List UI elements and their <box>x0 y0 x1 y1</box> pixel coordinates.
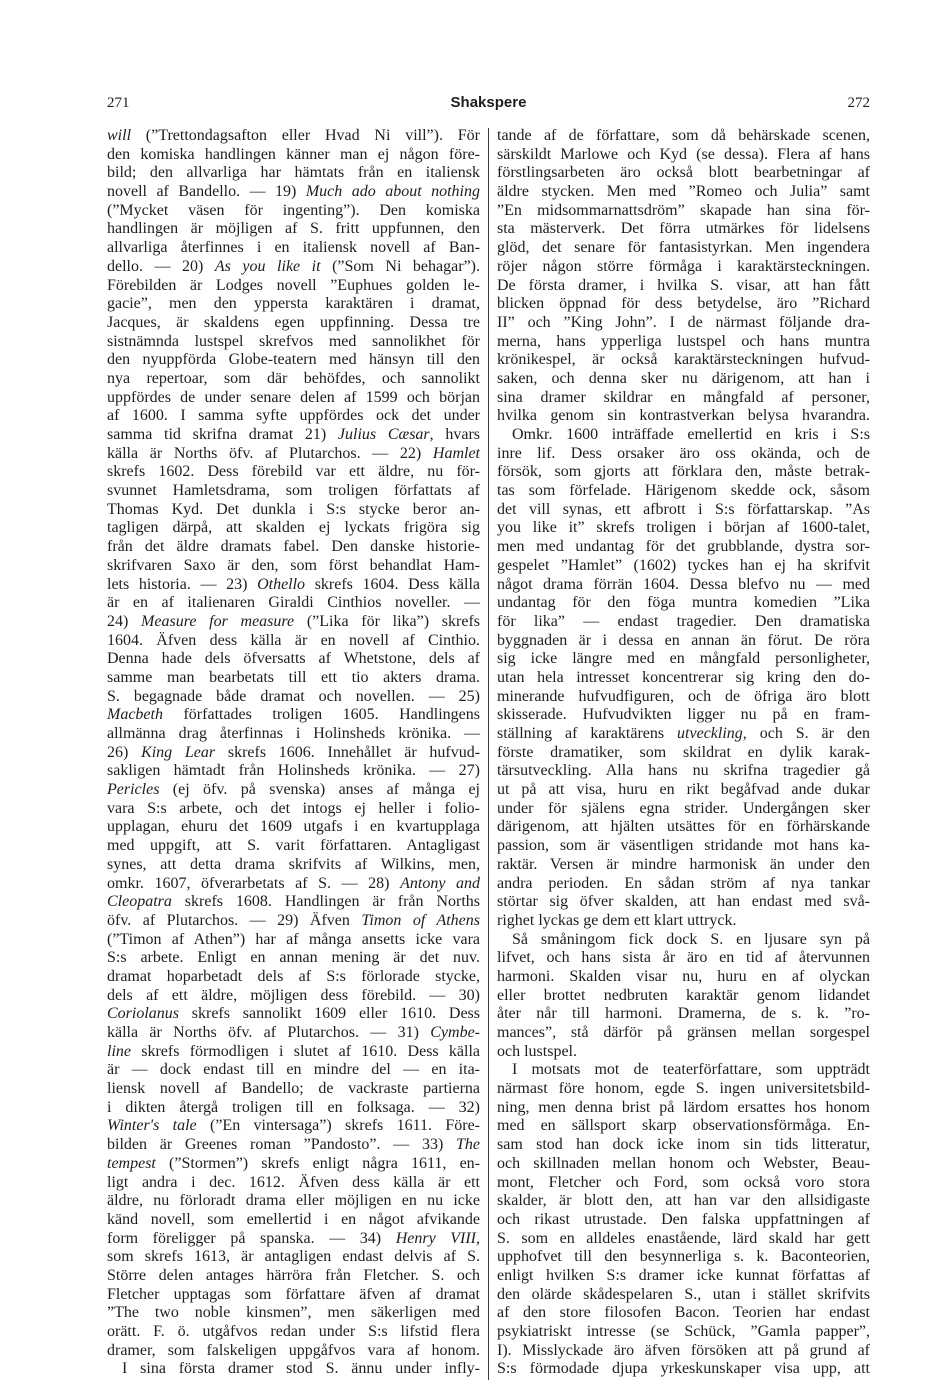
text-line: upphofvet till den besynnerliga s. k. Baconteorien, <box>497 1248 870 1266</box>
text-line: merna, hans ypperliga lustspel och hans muntra <box>497 332 870 350</box>
text-line: förstlingsarbeten äro också blott bearbetningar af <box>497 164 870 182</box>
paragraph <box>107 127 480 1360</box>
text-line <box>107 1136 480 1155</box>
paragraph <box>497 1061 870 1379</box>
text-line: det vill synas, ett afbrott i S:s författarskap. ”As <box>497 500 870 518</box>
text-line <box>107 445 480 464</box>
text-segment: (”Som Ni behagar”). <box>320 257 480 275</box>
text-segment: (”Stormen”) skrefs enligt några 1611, en- <box>155 1154 480 1172</box>
text-line: minerande hufvudfiguren, och de öfriga äro blott <box>497 687 870 705</box>
text-line: och rikast utrustade. Den falska uppfattningen af <box>497 1210 870 1228</box>
text-line: är en af italienaren Giraldi Cinthios noveller. — <box>107 594 480 612</box>
italic-title: Hamlet <box>432 444 480 462</box>
text-line: med uppgift, att S. varit författaren. Antagligast <box>107 837 480 855</box>
text-segment: , och S. är den <box>742 725 871 742</box>
text-line: som skrefs 1613, är antagligen endast delvis af S. <box>107 1248 480 1266</box>
text-line: you like it” skrefs troligen i början af 1600-talet, <box>497 519 870 537</box>
italic-title: utveckling <box>677 725 743 742</box>
text-segment: öfv. af Plutarchos. — 29) Äfven <box>107 911 362 929</box>
text-segment: dello. — 20) <box>107 257 215 275</box>
text-line: bild; den allvarliga har hämtats från en italiensk <box>107 164 480 182</box>
text-line: S:s förmodade djupa yrkeskunskaper visa upp, att <box>497 1360 870 1378</box>
text-line: passion, som är väsentligen stridande mot hans ka- <box>497 837 870 855</box>
text-line: allmänna drag återfinnas i Holinsheds krönika. — <box>107 725 480 742</box>
text-line: därigenom, att hjälten utsättes för en förhärskande <box>497 818 870 836</box>
text-segment: (”Trettondagsafton eller Hvad Ni vill”). För <box>131 127 480 144</box>
text-line: harmoni. Skalden visar nu, huru en af olyckan <box>497 967 870 985</box>
text-line: röjer någon större förmåga i karaktärsteckningen. <box>497 257 870 275</box>
text-line: åter når till harmoni. Dramerna, de s. k. ”ro- <box>497 1005 870 1023</box>
page-number-right: 272 <box>847 95 870 111</box>
text-line: blicken öppnad för dess betydelse, äro ”Richard <box>497 295 870 313</box>
text-line: vara S:s arbete, och det intogs ej heller i folio- <box>107 799 480 817</box>
text-line: tas som förfelade. Härigenom skedde ock, såsom <box>497 482 870 500</box>
text-line <box>107 1230 480 1249</box>
text-line: skalder, är blott den, att han var den allsidigaste <box>497 1192 870 1210</box>
text-line: under för själens egna strider. Undergången sker <box>497 799 870 817</box>
italic-title: will <box>107 127 132 144</box>
text-line <box>107 893 480 912</box>
text-segment: skrefs 1604. Dess källa <box>305 575 480 593</box>
text-line <box>107 706 480 725</box>
running-header <box>107 93 870 113</box>
text-line: hvilka genom sin kontrastverkan belysa hvarandra. <box>497 407 870 425</box>
text-line: handlingen är möjligen af S. fritt uppfunnen, den <box>107 220 480 238</box>
text-line: ning, men denna brist på lärdom ersattes hos honom <box>497 1098 870 1116</box>
text-segment: , hvars <box>429 426 481 443</box>
text-line: Större delen antages härröra från Fletcher. S. och <box>107 1266 480 1284</box>
text-line: allvarliga återfinnes i en italiensk novell af Ban- <box>107 239 480 257</box>
italic-title: The <box>456 1136 480 1154</box>
text-line: med en sällsport skarp observationsförmåga. En- <box>497 1117 870 1135</box>
text-line: byggnaden är i dessa en annan än förut. De röra <box>497 631 870 649</box>
text-line: är — dock endast till en mindre del — en ita- <box>107 1061 480 1079</box>
text-line <box>107 1043 480 1062</box>
text-segment: samma tid skrifna dramat 21) <box>107 426 338 443</box>
text-line: krönikespel, är också karaktärsteckningen hufvud- <box>497 351 870 369</box>
text-line: andra perioden. En sådan ström af nya tankar <box>497 874 870 892</box>
italic-title: Macbeth <box>107 706 163 724</box>
text-line: Thomas Kyd. Det dunkla i S:s stycke beror an- <box>107 500 480 518</box>
paragraph <box>497 127 870 426</box>
italic-title: Pericles <box>107 781 160 799</box>
text-segment: källa är Norths öfv. af Plutarchos. — 22) <box>107 444 433 462</box>
italic-title: Cymbe- <box>430 1024 480 1041</box>
text-line: synes, att detta drama skrifvits af Wilkins, men, <box>107 855 480 873</box>
italic-title: Coriolanus <box>107 1005 180 1023</box>
text-segment: 26) <box>107 743 142 761</box>
text-line: upplagan, ehuru det 1609 utgafs i en kvartupplaga <box>107 818 480 836</box>
text-line: S. begagnade både dramat och novellen. — 25) <box>107 687 480 705</box>
text-line: äldre stycken. Men med ”Romeo och Julia” samt <box>497 183 870 201</box>
text-segment: (”En vintersaga”) skrefs 1611. Före- <box>196 1117 481 1135</box>
text-line: dramer, som falskeligen uppgåfvos vara af honom. <box>107 1341 480 1359</box>
text-line: särskildt Marlowe och Kyd (se dessa). Flera af hans <box>497 145 870 163</box>
text-line: I motsats mot de teaterförfattare, som uppträdt <box>512 1061 870 1079</box>
text-line <box>107 744 480 763</box>
text-line <box>107 613 480 632</box>
text-line <box>107 1155 480 1174</box>
text-line: i dikten återgå troligen till en folksaga. — 32) <box>107 1098 480 1116</box>
text-line: sakligen hämtadt från Holinsheds krönika. — 27) <box>107 762 480 780</box>
text-segment: skrefs 1606. Innehållet är hufvud- <box>215 743 481 761</box>
text-line: saken, och denna sker nu därigenom, att han i <box>497 369 870 387</box>
text-line: dels af ett äldre, möjligen dess förebild. — 30) <box>107 986 480 1004</box>
italic-title: As you like it <box>214 257 321 275</box>
text-line <box>107 1117 480 1136</box>
text-line: något drama förrän 1604. Dessa blefvo nu — med <box>497 575 870 593</box>
text-line: sig icke längre med en mångfald personligheter, <box>497 650 870 668</box>
text-line: men med undantag för det grubblande, dystra sor- <box>497 538 870 556</box>
header-title: Shakspere <box>450 94 527 111</box>
text-line: skrifvaren Saxo är den, som först behandlat Ham- <box>107 556 480 574</box>
text-line: svunnet Hamletsdrama, som troligen författats af <box>107 482 480 500</box>
text-line: tagligen därpå, att skalden ej lyckats frigöra sig <box>107 519 480 537</box>
text-line <box>107 1005 480 1024</box>
text-line: mances”, stå därför på gränsen mellan sorgespel <box>497 1024 870 1041</box>
text-line: sta mästerverk. Det förra utmärkes för lidelsens <box>497 220 870 238</box>
text-segment: skrefs förmodligen i slutet af 1610. Dess källa <box>131 1042 480 1060</box>
text-line: I). Misslyckade äro äfven försöken att på grund af <box>497 1341 870 1359</box>
paragraph <box>497 426 870 931</box>
italic-title: King Lear <box>141 743 216 761</box>
text-line: eller brottet nedbruten karaktär genom lidandet <box>497 986 870 1004</box>
text-line: gespelet ”Hamlet” (1602) tyckes han ej ha skrifvit <box>497 556 870 574</box>
italic-title: Othello <box>257 575 306 593</box>
text-line: samme man bearbetats till ett tio akters drama. <box>107 668 480 686</box>
text-line: den olärde skådespelaren S., utan i stället skrifvits <box>497 1285 870 1303</box>
text-line: känd novell, som emellertid i en något afvikande <box>107 1210 480 1228</box>
text-line <box>107 781 480 800</box>
text-segment: novell af Bandello. — 19) <box>107 183 306 201</box>
text-line: tande af de författare, som då behärskade scenen, <box>497 127 870 144</box>
text-line: skrefs 1602. Dess förebild var ett äldre, nu för- <box>107 463 480 481</box>
text-line: närmast före honom, egde S. ingen universitetsbild- <box>497 1080 870 1098</box>
text-line: den komiska handlingen känner man ej någon före- <box>107 145 480 163</box>
page-number-left: 271 <box>107 95 130 111</box>
text-line: Så småningom fick dock S. en ljusare syn på <box>512 930 870 948</box>
italic-title: Julius Cæsar <box>337 426 430 443</box>
text-segment: form föreligger på spanska. — 34) <box>107 1229 396 1247</box>
text-line: från det äldre dramats fabel. Den danske historie- <box>107 538 480 556</box>
italic-title: Cleopatra <box>107 893 172 911</box>
right-column <box>497 127 870 1379</box>
text-line: S:s arbete. Enligt en annan mening är det nuv. <box>107 949 480 967</box>
italic-title: Winter's tale <box>107 1117 197 1135</box>
text-line: Jacques, är skaldens egen uppfinning. Dessa tre <box>107 313 480 331</box>
text-line: af den store filosofen Bacon. Teorien har endast <box>497 1304 870 1322</box>
text-line: righet lyckas ge dem ett klart uttryck. <box>497 911 737 929</box>
text-line: sam stod han dock icke inom sin tids litteratur, <box>497 1136 870 1154</box>
text-line: II” och ”King John”. I de närmast följande dra- <box>497 313 870 331</box>
text-line: och skillnaden mellan honom och Webster, Beau- <box>497 1154 870 1172</box>
text-line: för lika” — endast tragedier. Den dramatiska <box>497 612 870 630</box>
text-line: 1604. Äfven dess källa är en novell af Cinthio. <box>107 631 480 649</box>
left-column <box>107 127 480 1379</box>
italic-title: Henry VIII <box>395 1229 476 1247</box>
text-line: S. som en alldeles enastående, lärd skald har gett <box>497 1229 870 1247</box>
italic-title: Antony and <box>400 874 480 892</box>
text-line <box>107 912 480 931</box>
text-line: inre lif. Dess orsaker äro oss okända, och de <box>497 444 870 462</box>
text-line: Omkr. 1600 inträffade emellertid en kris i S:s <box>512 426 870 443</box>
text-line: skisserade. Hufvudvikten ligger nu på en fram- <box>497 706 870 724</box>
paragraph <box>107 1360 480 1379</box>
text-line <box>107 258 480 277</box>
text-line: den nyuppförda Globe-teatern med hänsyn till den <box>107 351 480 369</box>
text-line: Förebilden är Lodges novell ”Euphues golden le- <box>107 276 480 294</box>
text-line <box>107 127 480 146</box>
text-line: undantag för den föga muntra komedien ”Lika <box>497 594 870 612</box>
text-segment: källa är Norths öfv. af Plutarchos. — 31) <box>107 1024 431 1041</box>
text-line: förste dramatiker, som skildrat en dylik karak- <box>497 743 870 761</box>
text-line: ut på att visa, huru en rikt begåfvad ande dukar <box>497 781 870 799</box>
text-line: ”En midsommarnattsdröm” skapade han sina för- <box>497 201 870 219</box>
text-segment: omkr. 1607, öfverarbetats af S. — 28) <box>107 874 401 892</box>
paragraph <box>497 931 870 1062</box>
text-line: af 1600. I samma syfte uppfördes ock det under <box>107 407 480 425</box>
italic-title: Measure for measure <box>141 612 295 630</box>
text-line: nya repertoar, som där behöfdes, och sannolikt <box>107 369 480 387</box>
text-line: De första dramer, i hvilka S. visar, att han fått <box>497 276 870 294</box>
text-line: I sina första dramer stod S. ännu under infly- <box>122 1360 480 1378</box>
text-line: ligt andra i dec. 1612. Äfven dess källa är ett <box>107 1173 480 1191</box>
italic-title: Much ado about nothing <box>305 183 481 201</box>
text-line: lifvet, och hans sista år äro en tid af återvunnen <box>497 949 870 967</box>
text-line: störtar sig öfver skalden, att han endast med svå- <box>497 893 870 911</box>
text-line: (”Mycket väsen för ingenting”). Den komiska <box>107 201 480 219</box>
text-line <box>107 875 480 894</box>
text-segment: ställning af karaktärens <box>497 725 678 742</box>
text-line: och lustspel. <box>497 1042 577 1060</box>
text-line: försök, som gjorts att förklara den, måste betrak- <box>497 463 870 481</box>
text-line: ”The two noble kinsmen”, men säkerligen med <box>107 1304 480 1322</box>
text-line: enligt hvilken S:s dramer icke kunnat författas af <box>497 1266 870 1284</box>
text-line: orätt. F. ö. utgåfvos redan under S:s lifstid flera <box>107 1323 480 1340</box>
text-line: glöd, det senare för fantasistyrkan. Men ingendera <box>497 239 870 257</box>
text-line <box>497 725 870 744</box>
text-segment: författades troligen 1605. Handlingens <box>162 706 480 724</box>
text-line: sina dramer skildrar en mångfald af personer, <box>497 388 870 406</box>
text-line: äldre, nu förloradt drama eller möjligen en nu icke <box>107 1192 480 1210</box>
text-segment: skrefs 1608. Handlingen är från Norths <box>171 893 480 911</box>
text-line: Fletcher upptagas som författare äfven af dramat <box>107 1285 480 1303</box>
text-line <box>107 1024 480 1043</box>
text-segment: (”Lika för lika”) skrefs <box>294 612 481 630</box>
text-segment: skrefs sannolikt 1609 eller 1610. Dess <box>179 1005 480 1023</box>
text-line: utan hela intresset koncentrerar sig kring den do- <box>497 668 870 686</box>
column-divider <box>488 128 489 1380</box>
text-line <box>107 426 480 445</box>
text-segment: 24) <box>107 612 142 630</box>
text-line: raktär. Versen är mindre harmonisk än under den <box>497 855 870 873</box>
text-line: uppfördes de under senare delen af 1599 och början <box>107 388 480 406</box>
text-line: (”Timon af Athen”) har af många ansetts icke vara <box>107 930 480 948</box>
text-line: gacie”, men den yppersta karaktären i dramat, <box>107 295 480 313</box>
text-line: liensk novell af Bandello; de vackraste partierna <box>107 1080 480 1098</box>
text-line: dramat hoparbetadt dels af S:s förlorade stycke, <box>107 967 480 985</box>
text-line: psykiatriskt intresse (se Schück, ”Gamla papper”, <box>497 1323 870 1340</box>
text-line: tärsutveckling. Alla hans nu skrifna tragedier gå <box>497 762 870 780</box>
text-segment: bilden är Greenes roman ”Pandosto”. — 33) <box>107 1136 456 1154</box>
italic-title: tempest <box>107 1154 156 1172</box>
text-line: Denna hade dels öfversatts af Whetstone, dels af <box>107 650 480 668</box>
text-line <box>107 183 480 202</box>
text-line <box>107 576 480 595</box>
italic-title: Timon of Athens <box>361 911 481 929</box>
italic-title: line <box>107 1042 131 1060</box>
text-segment: , <box>476 1229 480 1247</box>
text-line: sistnämnda lustspel skrefvos med sannolikhet för <box>107 332 480 350</box>
text-line: mont, Fletcher och Ford, som också voro stora <box>497 1173 870 1191</box>
text-segment: (ej öfv. på svenska) anses af många ej <box>159 781 480 799</box>
text-segment: lets historia. — 23) <box>107 575 258 593</box>
